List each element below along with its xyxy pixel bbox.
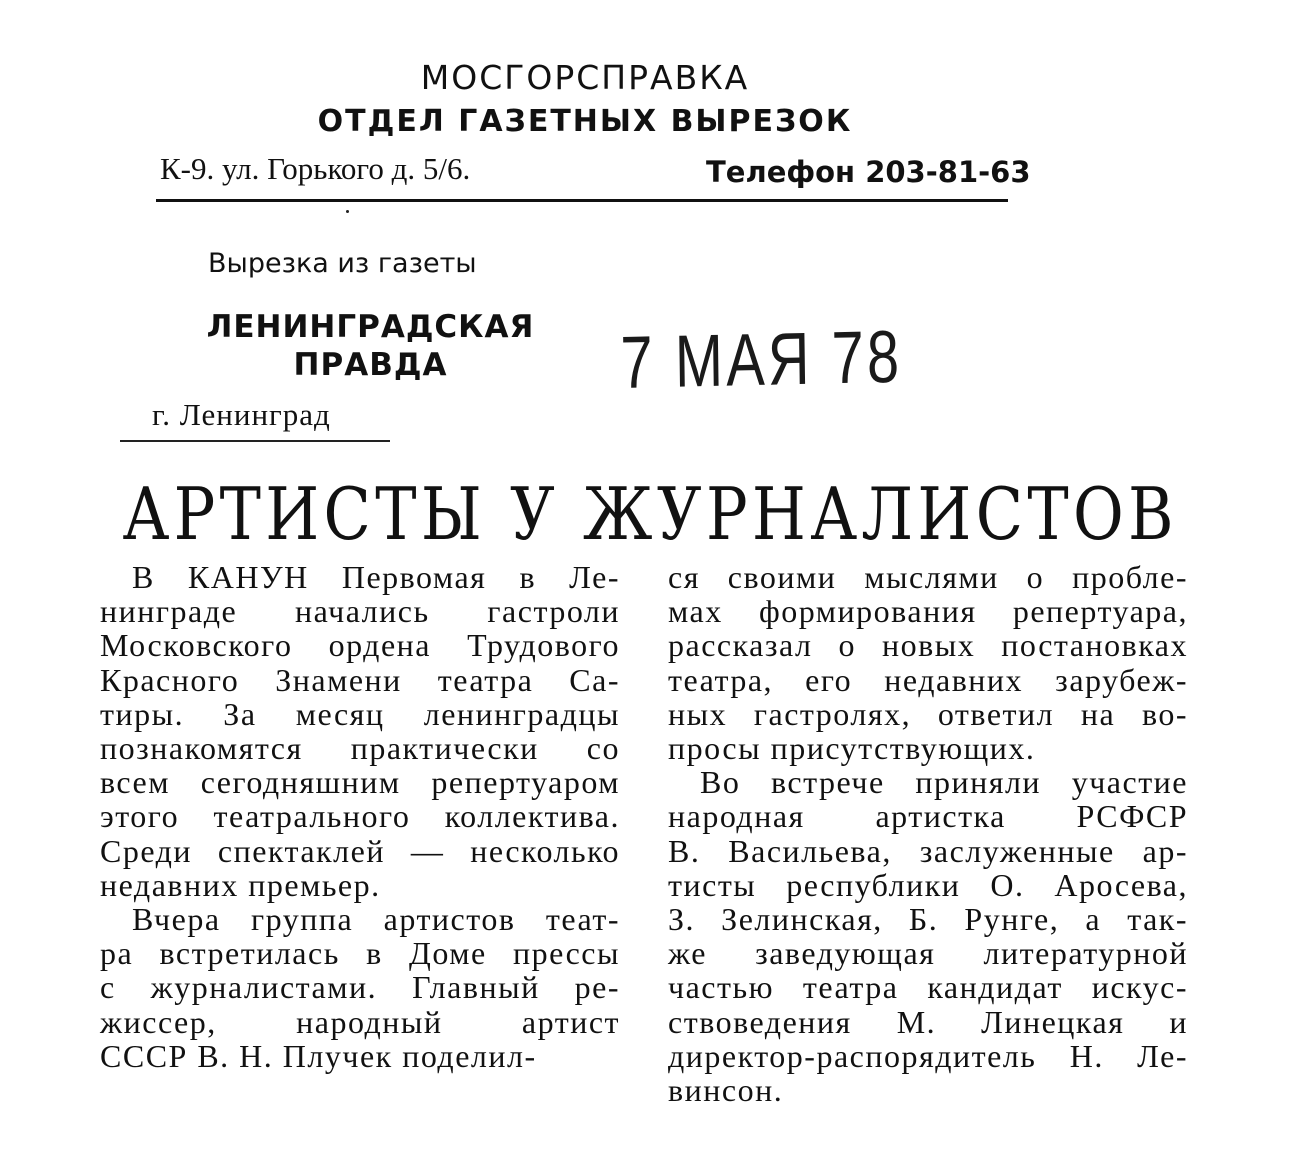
text-line: жиссер, народный артист bbox=[100, 1003, 620, 1040]
city: г. Ленинград bbox=[152, 397, 331, 432]
text-line: СССР В. Н. Плучек поделил- bbox=[100, 1037, 537, 1074]
text-line: тисты республики О. Аросева, bbox=[668, 866, 1188, 903]
newspaper-name-line1: ЛЕНИНГРАДСКАЯ bbox=[206, 309, 535, 345]
article-column-left bbox=[100, 560, 620, 1073]
newspaper-name bbox=[198, 308, 543, 384]
text-line: недавних премьер. bbox=[100, 866, 381, 903]
clipping-label: Вырезка из газеты bbox=[208, 248, 477, 279]
text-line: В КАНУН Первомая в Ле- bbox=[132, 559, 620, 595]
text-line: с журналистами. Главный ре- bbox=[100, 969, 620, 1006]
paragraph bbox=[668, 765, 1188, 1107]
paragraph bbox=[100, 560, 620, 902]
text-line: народная артистка РСФСР bbox=[668, 798, 1188, 835]
text-line: частью театра кандидат искус- bbox=[668, 969, 1188, 1006]
text-line: Вчера группа артистов теат- bbox=[132, 901, 620, 938]
newspaper-name-line2: ПРАВДА bbox=[293, 347, 448, 383]
text-line: ра встретилась в Доме прессы bbox=[100, 935, 620, 972]
city-rule bbox=[120, 440, 390, 442]
text-line: З. Зелинская, Б. Рунге, а так- bbox=[668, 901, 1188, 938]
phone-number: Телефон 203-81-63 bbox=[706, 155, 1031, 189]
text-line: ствоведения М. Линецкая и bbox=[668, 1003, 1188, 1040]
text-line: всем сегодняшним репертуаром bbox=[100, 764, 620, 801]
department-name: ОТДЕЛ ГАЗЕТНЫХ ВЫРЕЗОК bbox=[317, 104, 853, 139]
header-rule bbox=[156, 199, 1008, 202]
text-line: винсон. bbox=[668, 1072, 784, 1109]
text-line: театра, его недавних зарубеж- bbox=[668, 661, 1188, 698]
article-column-right bbox=[668, 560, 1188, 1107]
paragraph bbox=[100, 902, 620, 1073]
address: К-9. ул. Горького д. 5/6. bbox=[160, 151, 471, 186]
paragraph bbox=[668, 560, 1188, 765]
text-line: нинграде начались гастроли bbox=[100, 593, 620, 630]
text-line: В. Васильева, заслуженные ар- bbox=[668, 832, 1188, 869]
text-line: Московского ордена Трудового bbox=[100, 627, 620, 664]
text-line: ся своими мыслями о пробле- bbox=[668, 559, 1188, 595]
text-line: Среди спектаклей — несколько bbox=[100, 832, 620, 869]
agency-name: МОСГОРСПРАВКА bbox=[420, 58, 750, 97]
date-stamp: 7 МАЯ 78 bbox=[620, 314, 903, 404]
text-line: Во встрече приняли участие bbox=[700, 764, 1188, 801]
text-line: рассказал о новых постановках bbox=[668, 627, 1188, 664]
print-speck bbox=[346, 210, 349, 213]
text-line: познакомятся практически со bbox=[100, 730, 620, 767]
text-line: директор-распорядитель Н. Ле- bbox=[668, 1037, 1188, 1074]
article-headline: АРТИСТЫ У ЖУРНАЛИСТОВ bbox=[122, 472, 1178, 556]
text-line: тиры. За месяц ленинградцы bbox=[100, 695, 620, 732]
text-line: этого театрального коллектива. bbox=[100, 798, 620, 835]
text-line: ных гастролях, ответил на во- bbox=[668, 695, 1188, 732]
text-line: мах формирования репертуара, bbox=[668, 593, 1188, 630]
text-line: же заведующая литературной bbox=[668, 935, 1188, 972]
text-line: просы присутствующих. bbox=[668, 730, 1036, 767]
text-line: Красного Знамени театра Са- bbox=[100, 661, 620, 698]
